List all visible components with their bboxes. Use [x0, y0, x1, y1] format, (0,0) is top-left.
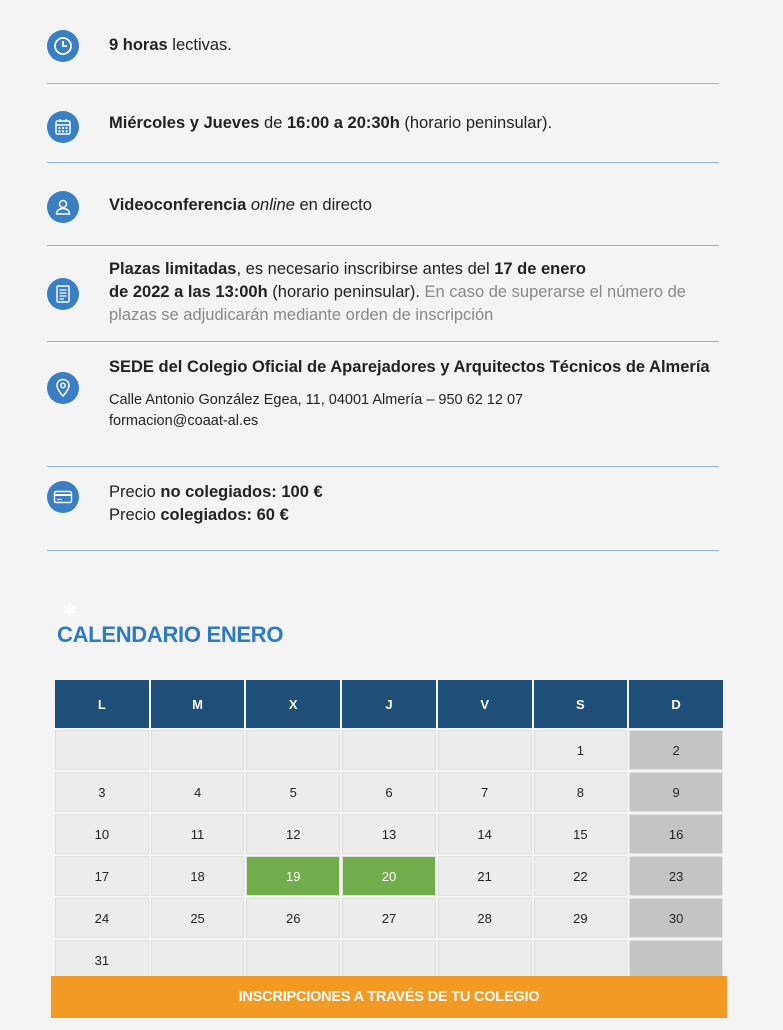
- calendar-day-cell: 9: [629, 772, 723, 812]
- credit-card-icon: [47, 481, 79, 513]
- calendar-table: [53, 678, 725, 982]
- location-pin-icon: [47, 372, 79, 404]
- venue-title: SEDE del Colegio Oficial de Aparejadores y Arquitectos Técnicos de Almería: [109, 358, 710, 376]
- price-non-members: Precio no colegiados: 100 €: [109, 483, 323, 501]
- calendar-day-cell: [246, 730, 340, 770]
- day-header: X: [246, 680, 340, 728]
- calendar-day-cell: 29: [534, 898, 628, 938]
- calendar-day-cell: 19: [246, 856, 340, 896]
- calendar-day-cell: 22: [534, 856, 628, 896]
- calendar-day-cell: 12: [246, 814, 340, 854]
- calendar-week-row: [55, 898, 723, 938]
- calendar-day-cell: [534, 940, 628, 980]
- document-icon: [47, 278, 79, 310]
- calendar-day-cell: 28: [438, 898, 532, 938]
- day-header: V: [438, 680, 532, 728]
- hours-text: 9 horas lectivas.: [109, 36, 232, 54]
- calendar-day-cell: 7: [438, 772, 532, 812]
- mode-row: [47, 163, 719, 246]
- day-header: J: [342, 680, 436, 728]
- price-row: [47, 467, 719, 551]
- calendar-day-cell: 3: [55, 772, 149, 812]
- calendar-day-cell: 31: [55, 940, 149, 980]
- day-header: S: [534, 680, 628, 728]
- calendar-day-cell: [342, 940, 436, 980]
- venue-text: [109, 356, 719, 432]
- calendar-header-row: [55, 680, 723, 728]
- calendar-day-cell: 25: [151, 898, 245, 938]
- calendar-day-cell: 6: [342, 772, 436, 812]
- calendar-day-cell: 26: [246, 898, 340, 938]
- places-text: Plazas limitadas, es necesario inscribirse antes del 17 de enero de 2022 a las 13:00h (horario peninsular). En caso de superarse el número de plazas se adjudicarán mediante orden de inscripción: [109, 260, 686, 324]
- calendar-day-cell: 4: [151, 772, 245, 812]
- course-info-list: [47, 0, 719, 551]
- calendar-day-cell: 15: [534, 814, 628, 854]
- clock-icon: [47, 30, 79, 62]
- day-header: L: [55, 680, 149, 728]
- star-decoration-icon: ✱: [62, 600, 78, 620]
- calendar-day-cell: [438, 730, 532, 770]
- calendar-day-cell: 14: [438, 814, 532, 854]
- calendar-day-cell: 30: [629, 898, 723, 938]
- calendar-day-cell: 24: [55, 898, 149, 938]
- calendar-day-cell: [246, 940, 340, 980]
- calendar-icon: [47, 111, 79, 143]
- day-header: M: [151, 680, 245, 728]
- day-header: D: [629, 680, 723, 728]
- calendar-day-cell: [151, 940, 245, 980]
- price-members: Precio colegiados: 60 €: [109, 506, 289, 524]
- calendar-day-cell: [629, 940, 723, 980]
- calendar-day-cell: 18: [151, 856, 245, 896]
- venue-address: Calle Antonio González Egea, 11, 04001 Almería – 950 62 12 07: [109, 392, 524, 408]
- calendar-day-cell: 1: [534, 730, 628, 770]
- places-row: [47, 246, 719, 342]
- schedule-text: Miércoles y Jueves de 16:00 a 20:30h (horario peninsular).: [109, 114, 553, 132]
- calendar-day-cell: 8: [534, 772, 628, 812]
- calendar-day-cell: 16: [629, 814, 723, 854]
- calendar-day-cell: 20: [342, 856, 436, 896]
- calendar-day-cell: 10: [55, 814, 149, 854]
- calendar-day-cell: [438, 940, 532, 980]
- calendar-day-cell: 13: [342, 814, 436, 854]
- schedule-row: [47, 84, 719, 163]
- mode-text: Videoconferencia online en directo: [109, 196, 372, 214]
- calendar-week-row: [55, 772, 723, 812]
- calendar-title: CALENDARIO ENERO: [57, 622, 284, 647]
- hours-row: [47, 0, 719, 84]
- calendar-day-cell: 27: [342, 898, 436, 938]
- calendar-week-row: [55, 814, 723, 854]
- calendar-day-cell: 2: [629, 730, 723, 770]
- calendar-week-row: [55, 730, 723, 770]
- calendar-week-row: [55, 940, 723, 980]
- register-button[interactable]: INSCRIPCIONES A TRAVÉS DE TU COLEGIO: [51, 976, 727, 1018]
- venue-email[interactable]: formacion@coaat-al.es: [109, 413, 259, 429]
- calendar-day-cell: 21: [438, 856, 532, 896]
- calendar-day-cell: [342, 730, 436, 770]
- calendar-body: [55, 730, 723, 980]
- calendar-day-cell: 11: [151, 814, 245, 854]
- calendar-day-cell: [55, 730, 149, 770]
- price-text: [109, 481, 719, 527]
- calendar-day-cell: 23: [629, 856, 723, 896]
- user-icon: [47, 191, 79, 223]
- calendar-day-cell: [151, 730, 245, 770]
- venue-row: [47, 342, 719, 467]
- calendar-week-row: [55, 856, 723, 896]
- calendar-day-cell: 5: [246, 772, 340, 812]
- calendar-day-cell: 17: [55, 856, 149, 896]
